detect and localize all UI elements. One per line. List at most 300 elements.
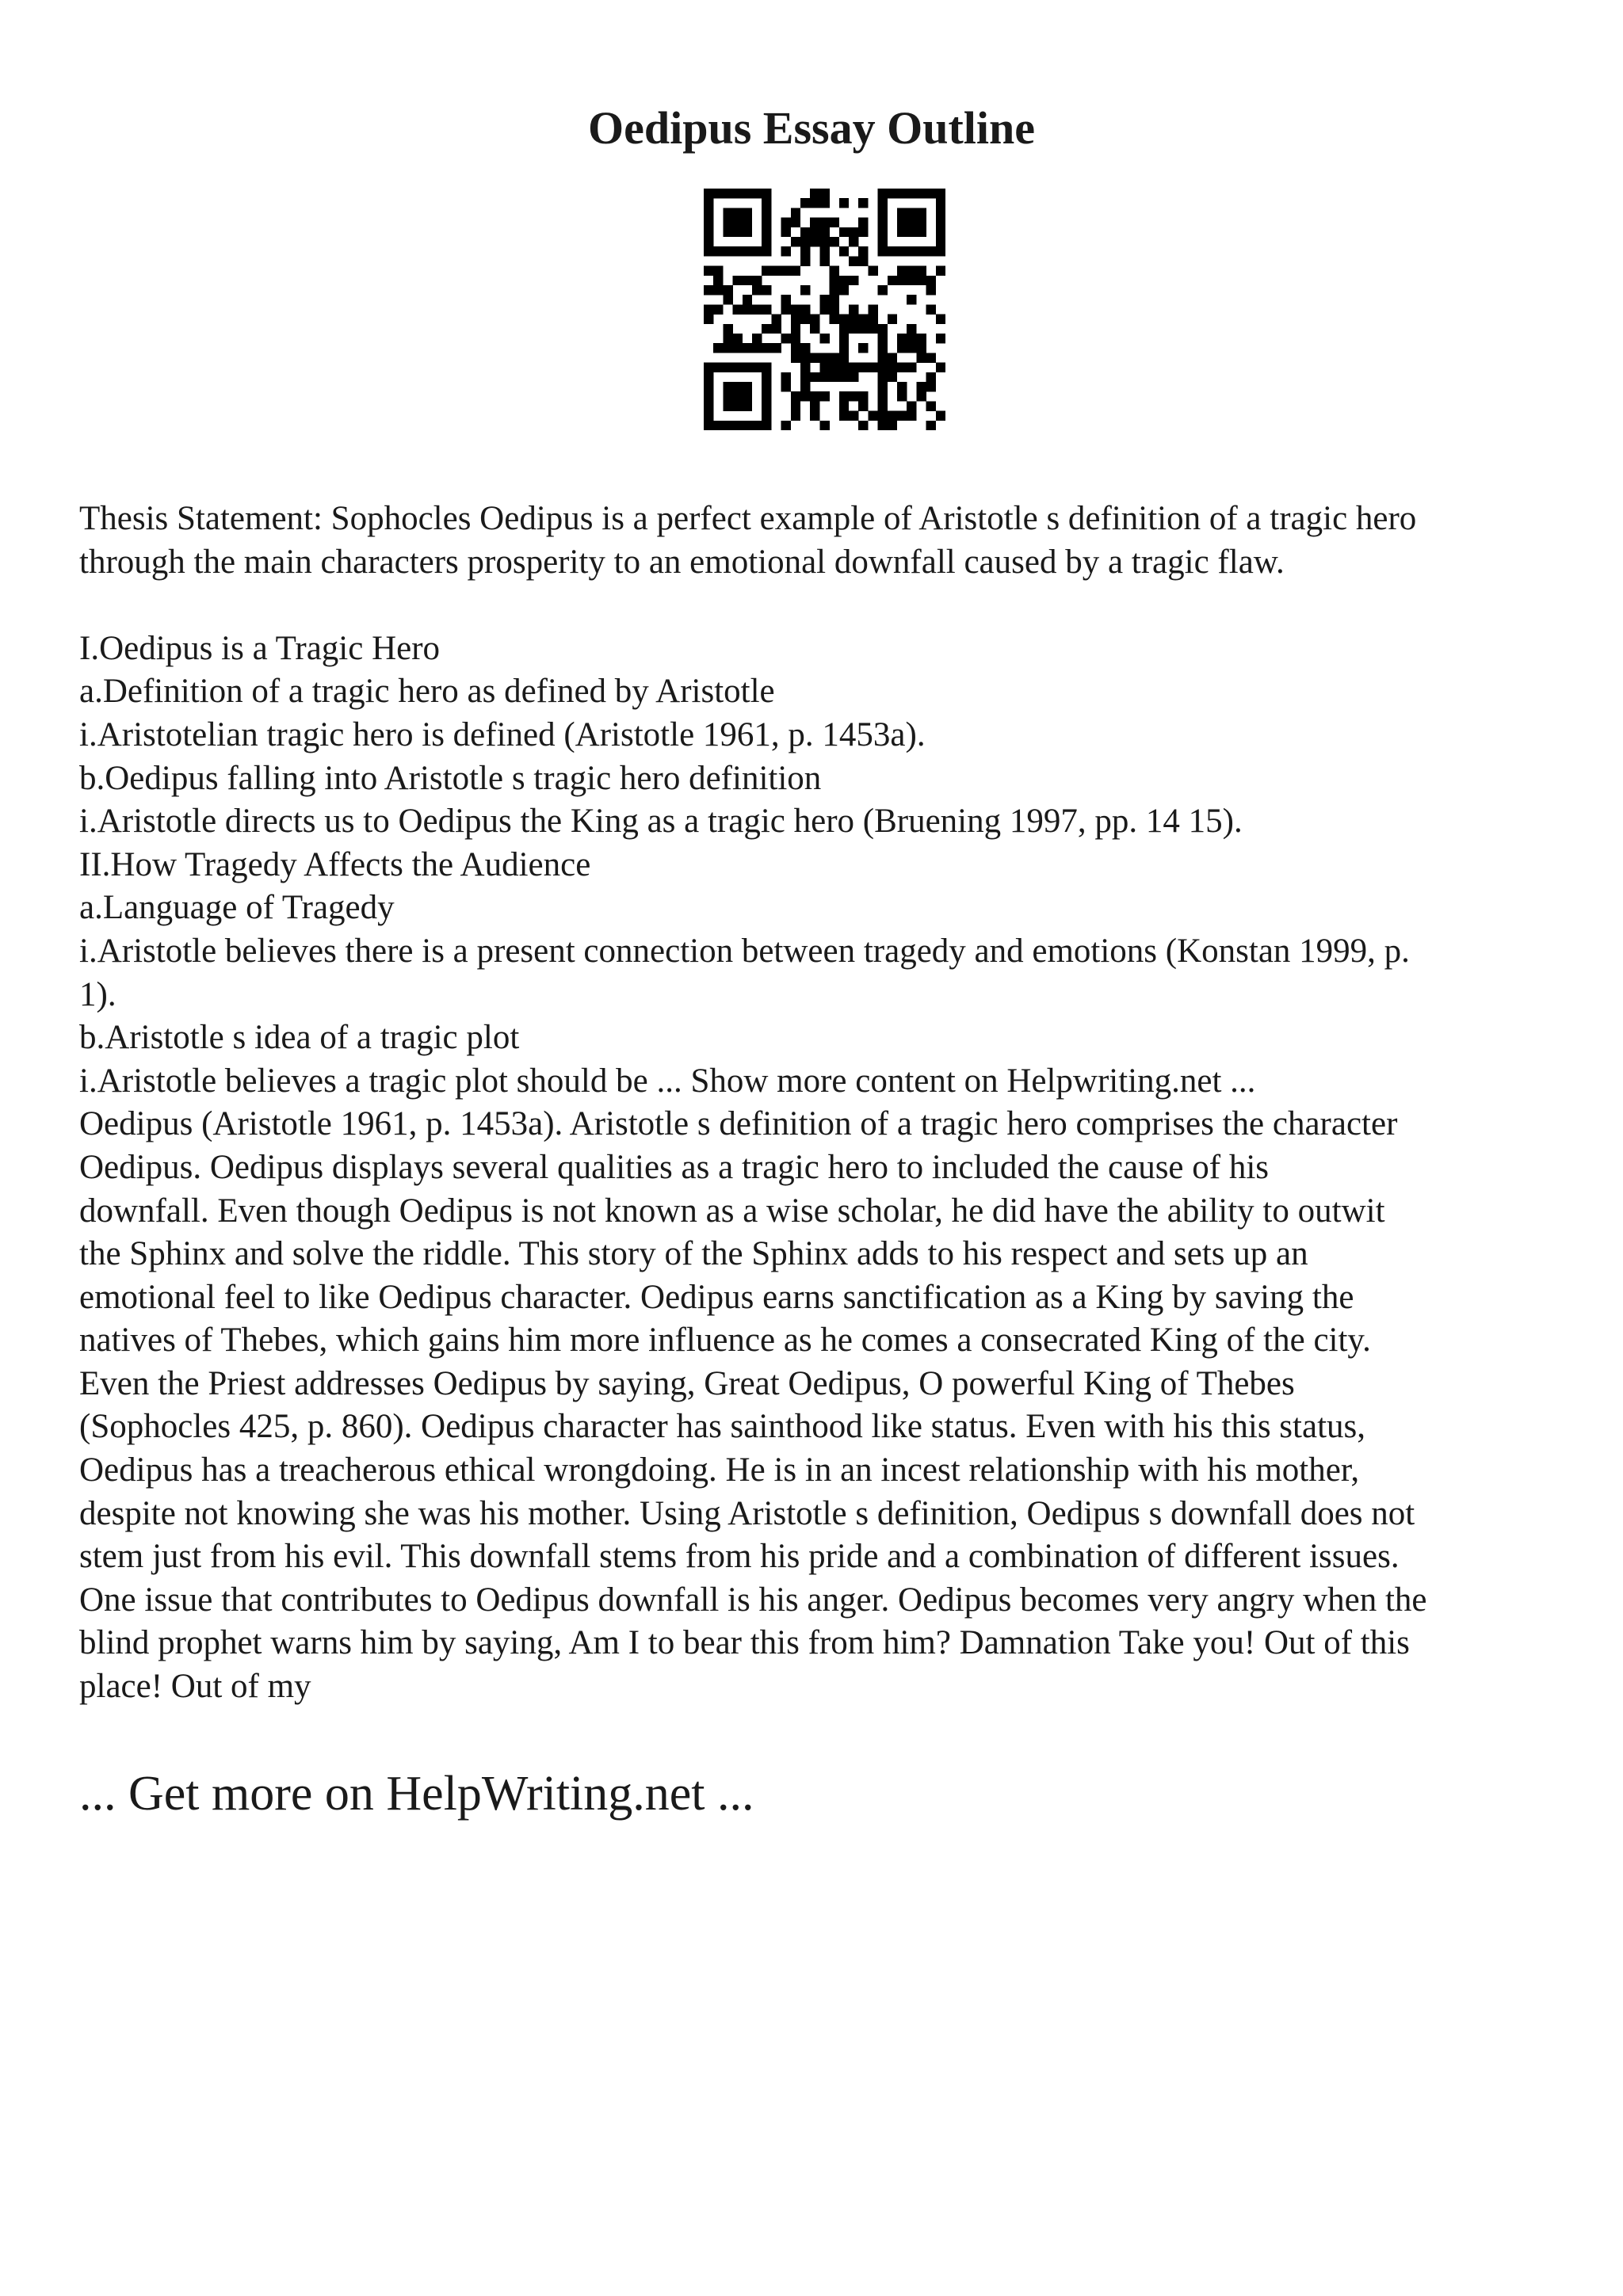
qr-module (897, 227, 907, 237)
qr-module (723, 189, 732, 198)
qr-module (704, 266, 713, 276)
qr-module (713, 276, 723, 285)
qr-module (839, 276, 849, 285)
qr-module (839, 227, 849, 237)
qr-module (926, 382, 936, 391)
qr-module (888, 315, 897, 324)
qr-module (839, 315, 849, 324)
qr-module (733, 208, 743, 217)
qr-module (762, 401, 771, 410)
qr-module (849, 411, 858, 421)
qr-module (704, 218, 713, 227)
qr-module (771, 324, 781, 334)
qr-module (713, 285, 723, 295)
qr-module (704, 227, 713, 237)
qr-module (897, 411, 907, 421)
qr-module (830, 276, 839, 285)
qr-module (907, 189, 916, 198)
qr-module (839, 198, 849, 208)
qr-module (752, 421, 762, 430)
qr-module (810, 401, 819, 410)
qr-module (762, 285, 771, 295)
qr-module (752, 285, 762, 295)
qr-module (800, 256, 810, 265)
body-line: emotional feel to like Oedipus character. Oedipus earns sanctification as a King by saving the (79, 1278, 1354, 1316)
essay-outline (79, 627, 1553, 1104)
qr-module (791, 401, 800, 410)
outline-item: i.Aristotle believes a tragic plot should be ... Show more content on Helpwriting.net ... (79, 1062, 1256, 1100)
qr-module (916, 391, 926, 401)
qr-module (713, 363, 723, 372)
qr-module (858, 246, 868, 256)
qr-module (878, 353, 888, 362)
qr-module (743, 189, 752, 198)
outline-item: b.Oedipus falling into Aristotle s tragic hero definition (79, 759, 822, 797)
body-line: blind prophet warns him by saying, Am I to bear this from him? Damnation Take you! Out of this (79, 1624, 1410, 1662)
qr-module (733, 382, 743, 391)
qr-module (704, 315, 713, 324)
qr-module (800, 237, 810, 246)
qr-module (916, 343, 926, 353)
qr-module (752, 304, 762, 314)
qr-module (733, 246, 743, 256)
qr-module (878, 382, 888, 391)
qr-module (781, 218, 791, 227)
qr-module (704, 391, 713, 401)
qr-module (907, 343, 916, 353)
qr-module (849, 363, 858, 372)
qr-module (878, 324, 888, 334)
qr-module (810, 227, 819, 237)
qr-module (858, 315, 868, 324)
qr-module (907, 276, 916, 285)
qr-module (704, 246, 713, 256)
qr-module (916, 218, 926, 227)
qr-module (830, 304, 839, 314)
thesis-line: through the main characters prosperity to an emotional downfall caused by a tragic flaw. (79, 543, 1285, 581)
qr-module (926, 276, 936, 285)
qr-module (819, 227, 829, 237)
qr-module (868, 363, 877, 372)
qr-module (733, 218, 743, 227)
thesis-statement (79, 498, 1553, 584)
qr-module (743, 391, 752, 401)
qr-module (839, 343, 849, 353)
qr-module (800, 382, 810, 391)
qr-module (897, 266, 907, 276)
qr-module (800, 391, 810, 401)
qr-module (849, 227, 858, 237)
qr-module (800, 285, 810, 295)
qr-module (878, 391, 888, 401)
qr-module (810, 218, 819, 227)
outline-item: 1). (79, 975, 116, 1013)
qr-module (897, 343, 907, 353)
qr-module (897, 246, 907, 256)
qr-module (743, 304, 752, 314)
outline-heading: I.Oedipus is a Tragic Hero (79, 629, 441, 667)
qr-module (723, 227, 732, 237)
qr-module (762, 198, 771, 208)
qr-module (791, 353, 800, 362)
qr-module (916, 189, 926, 198)
qr-module (733, 304, 743, 314)
qr-module (704, 304, 713, 314)
qr-module (762, 382, 771, 391)
qr-module (733, 334, 743, 343)
qr-module (781, 295, 791, 304)
qr-module (743, 343, 752, 353)
qr-module (868, 324, 877, 334)
qr-module (743, 363, 752, 372)
qr-module (936, 334, 945, 343)
qr-module (723, 246, 732, 256)
qr-module (849, 276, 858, 285)
qr-module (743, 246, 752, 256)
qr-module (762, 324, 771, 334)
qr-module (704, 411, 713, 421)
qr-module (723, 401, 732, 410)
qr-module (762, 391, 771, 401)
qr-module (907, 334, 916, 343)
qr-module (743, 401, 752, 410)
qr-module (733, 363, 743, 372)
qr-module (819, 198, 829, 208)
qr-module (752, 343, 762, 353)
body-line: downfall. Even though Oedipus is not known as a wise scholar, he did have the ability to outwit (79, 1192, 1385, 1230)
qr-module (762, 246, 771, 256)
qr-module (936, 227, 945, 237)
qr-module (762, 411, 771, 421)
qr-module (791, 208, 800, 217)
qr-module (916, 353, 926, 362)
qr-module (878, 208, 888, 217)
qr-module (849, 315, 858, 324)
qr-module (810, 411, 819, 421)
qr-module (723, 334, 732, 343)
qr-module (926, 372, 936, 382)
thesis-line: Thesis Statement: Sophocles Oedipus is a perfect example of Aristotle s definition of a tragic hero (79, 500, 1417, 537)
qr-module (762, 304, 771, 314)
qr-module (819, 295, 829, 304)
qr-module (723, 295, 732, 304)
qr-module (791, 343, 800, 353)
qr-module (733, 227, 743, 237)
qr-module (839, 391, 849, 401)
outline-item: a.Definition of a tragic hero as defined by Aristotle (79, 673, 775, 711)
qr-module (704, 401, 713, 410)
qr-module (858, 198, 868, 208)
qr-module (733, 401, 743, 410)
qr-module (830, 266, 839, 276)
qr-module (800, 343, 810, 353)
paragraph-gap (79, 584, 1553, 627)
qr-module (791, 315, 800, 324)
qr-module (762, 237, 771, 246)
qr-module (800, 304, 810, 314)
body-line: despite not knowing she was his mother. Using Aristotle s definition, Oedipus s downfall does not (79, 1494, 1415, 1532)
qr-module (849, 237, 858, 246)
qr-module (926, 304, 936, 314)
qr-module (907, 246, 916, 256)
qr-module (907, 324, 916, 334)
qr-module (849, 256, 858, 265)
qr-module (810, 372, 819, 382)
qr-module (878, 411, 888, 421)
qr-module (858, 391, 868, 401)
qr-module (791, 391, 800, 401)
qr-module (743, 218, 752, 227)
qr-module (878, 421, 888, 430)
outline-heading: II.How Tragedy Affects the Audience (79, 845, 591, 883)
qr-module (791, 266, 800, 276)
qr-module (926, 421, 936, 430)
qr-module (810, 353, 819, 362)
qr-module (916, 208, 926, 217)
qr-module (878, 237, 888, 246)
qr-module (897, 391, 907, 401)
qr-module (907, 266, 916, 276)
qr-module (936, 266, 945, 276)
qr-module (704, 382, 713, 391)
qr-module (810, 391, 819, 401)
qr-module (907, 363, 916, 372)
qr-module (762, 266, 771, 276)
qr-module (830, 237, 839, 246)
qr-module (723, 382, 732, 391)
qr-module (791, 334, 800, 343)
qr-module (936, 411, 945, 421)
qr-module (800, 372, 810, 382)
qr-module (878, 372, 888, 382)
qr-module (762, 363, 771, 372)
qr-module (810, 198, 819, 208)
outline-item: i.Aristotle believes there is a present connection between tragedy and emotions (Konstan 1999, p. (79, 932, 1410, 970)
qr-module (713, 421, 723, 430)
qr-module (868, 411, 877, 421)
qr-module (897, 189, 907, 198)
qr-module (819, 237, 829, 246)
qr-module (704, 237, 713, 246)
qr-module (888, 372, 897, 382)
qr-module (849, 304, 858, 314)
qr-module (810, 324, 819, 334)
qr-module (781, 266, 791, 276)
qr-module (800, 315, 810, 324)
qr-module (888, 411, 897, 421)
qr-module (819, 391, 829, 401)
qr-module (781, 246, 791, 256)
qr-module (897, 218, 907, 227)
qr-module (916, 227, 926, 237)
qr-module (733, 276, 743, 285)
qr-module (839, 363, 849, 372)
qr-module (781, 227, 791, 237)
body-line: natives of Thebes, which gains him more influence as he comes a consecrated King of the city. (79, 1322, 1371, 1360)
qr-module (936, 315, 945, 324)
qr-module (839, 246, 849, 256)
qr-module (733, 343, 743, 353)
qr-module (752, 276, 762, 285)
qr-module (916, 382, 926, 391)
qr-module (723, 343, 732, 353)
qr-module (878, 343, 888, 353)
qr-module (771, 266, 781, 276)
outline-item: i.Aristotelian tragic hero is defined (Aristotle 1961, p. 1453a). (79, 715, 926, 753)
qr-module (819, 304, 829, 314)
qr-module (752, 363, 762, 372)
qr-module (858, 343, 868, 353)
qr-module (771, 343, 781, 353)
qr-module (713, 304, 723, 314)
qr-module (762, 372, 771, 382)
qr-module (907, 401, 916, 410)
qr-module (936, 246, 945, 256)
qr-module (878, 334, 888, 343)
qr-module (907, 208, 916, 217)
qr-module (752, 334, 762, 343)
qr-module (897, 276, 907, 285)
qr-module (888, 276, 897, 285)
qr-module (819, 421, 829, 430)
qr-module (743, 421, 752, 430)
qr-module (888, 363, 897, 372)
qr-module (897, 363, 907, 372)
qr-module (762, 343, 771, 353)
qr-module (926, 189, 936, 198)
qr-module (800, 363, 810, 372)
qr-module (791, 304, 800, 314)
qr-module (878, 285, 888, 295)
qr-module (704, 189, 713, 198)
qr-module (800, 353, 810, 362)
qr-module (819, 353, 829, 362)
qr-module (926, 353, 936, 362)
qr-module (868, 304, 877, 314)
body-line: place! Out of my (79, 1668, 311, 1706)
qr-module (858, 256, 868, 265)
qr-module (916, 266, 926, 276)
qr-module (704, 372, 713, 382)
qr-module (830, 285, 839, 295)
essay-body (79, 1103, 1553, 1708)
qr-module (888, 246, 897, 256)
qr-module (704, 421, 713, 430)
qr-module (713, 343, 723, 353)
qr-module (839, 372, 849, 382)
qr-module (888, 189, 897, 198)
qr-module (849, 372, 858, 382)
qr-module (936, 218, 945, 227)
qr-module (762, 189, 771, 198)
qr-module (907, 295, 916, 304)
qr-module (936, 208, 945, 217)
qr-module (713, 246, 723, 256)
qr-module (781, 304, 791, 314)
qr-module (723, 421, 732, 430)
qr-module (704, 363, 713, 372)
qr-module (723, 391, 732, 401)
qr-module (936, 198, 945, 208)
qr-module (830, 218, 839, 227)
qr-module (868, 266, 877, 276)
qr-module (791, 411, 800, 421)
qr-module (762, 208, 771, 217)
qr-module (781, 372, 791, 382)
qr-module (858, 401, 868, 410)
qr-module (839, 401, 849, 410)
qr-module (907, 411, 916, 421)
qr-module (810, 315, 819, 324)
qr-module (819, 334, 829, 343)
qr-module (858, 324, 868, 334)
qr-module (858, 363, 868, 372)
qr-module (733, 391, 743, 401)
body-line: Oedipus has a treacherous ethical wrongdoing. He is in an incest relationship with his mother, (79, 1451, 1360, 1489)
qr-module (916, 334, 926, 343)
qr-module (743, 382, 752, 391)
qr-code-icon (704, 189, 945, 430)
qr-module (713, 266, 723, 276)
qr-module (888, 353, 897, 362)
qr-module (830, 315, 839, 324)
qr-module (819, 363, 829, 372)
qr-module (907, 218, 916, 227)
qr-module (810, 237, 819, 246)
qr-module (723, 285, 732, 295)
qr-module (936, 363, 945, 372)
qr-module (916, 246, 926, 256)
qr-module (839, 411, 849, 421)
qr-module (878, 246, 888, 256)
body-line: Even the Priest addresses Oedipus by saying, Great Oedipus, O powerful King of Thebes (79, 1364, 1295, 1402)
qr-module (819, 246, 829, 256)
qr-module (733, 421, 743, 430)
essay-content (79, 498, 1553, 1709)
qr-module (849, 324, 858, 334)
qr-module (743, 295, 752, 304)
qr-module (723, 324, 732, 334)
qr-module (752, 246, 762, 256)
qr-module (791, 237, 800, 246)
qr-module (858, 421, 868, 430)
qr-module (849, 391, 858, 401)
qr-module (830, 295, 839, 304)
body-line: One issue that contributes to Oedipus downfall is his anger. Oedipus becomes very angry when the (79, 1581, 1427, 1619)
qr-module (878, 363, 888, 372)
qr-module (897, 334, 907, 343)
body-line: stem just from his evil. This downfall stems from his pride and a combination of different issues. (79, 1538, 1400, 1576)
qr-module (743, 208, 752, 217)
qr-module (878, 198, 888, 208)
qr-module (819, 218, 829, 227)
qr-module (916, 276, 926, 285)
qr-module (704, 208, 713, 217)
qr-module (819, 189, 829, 198)
get-more-link[interactable]: ... Get more on HelpWriting.net ... (79, 1767, 754, 1821)
qr-module (839, 353, 849, 362)
outline-item: a.Language of Tragedy (79, 889, 395, 927)
qr-module (926, 285, 936, 295)
qr-module (752, 189, 762, 198)
qr-module (800, 246, 810, 256)
qr-module (791, 218, 800, 227)
qr-module (839, 334, 849, 343)
qr-module (936, 189, 945, 198)
qr-module (704, 285, 713, 295)
qr-module (830, 353, 839, 362)
qr-module (762, 421, 771, 430)
